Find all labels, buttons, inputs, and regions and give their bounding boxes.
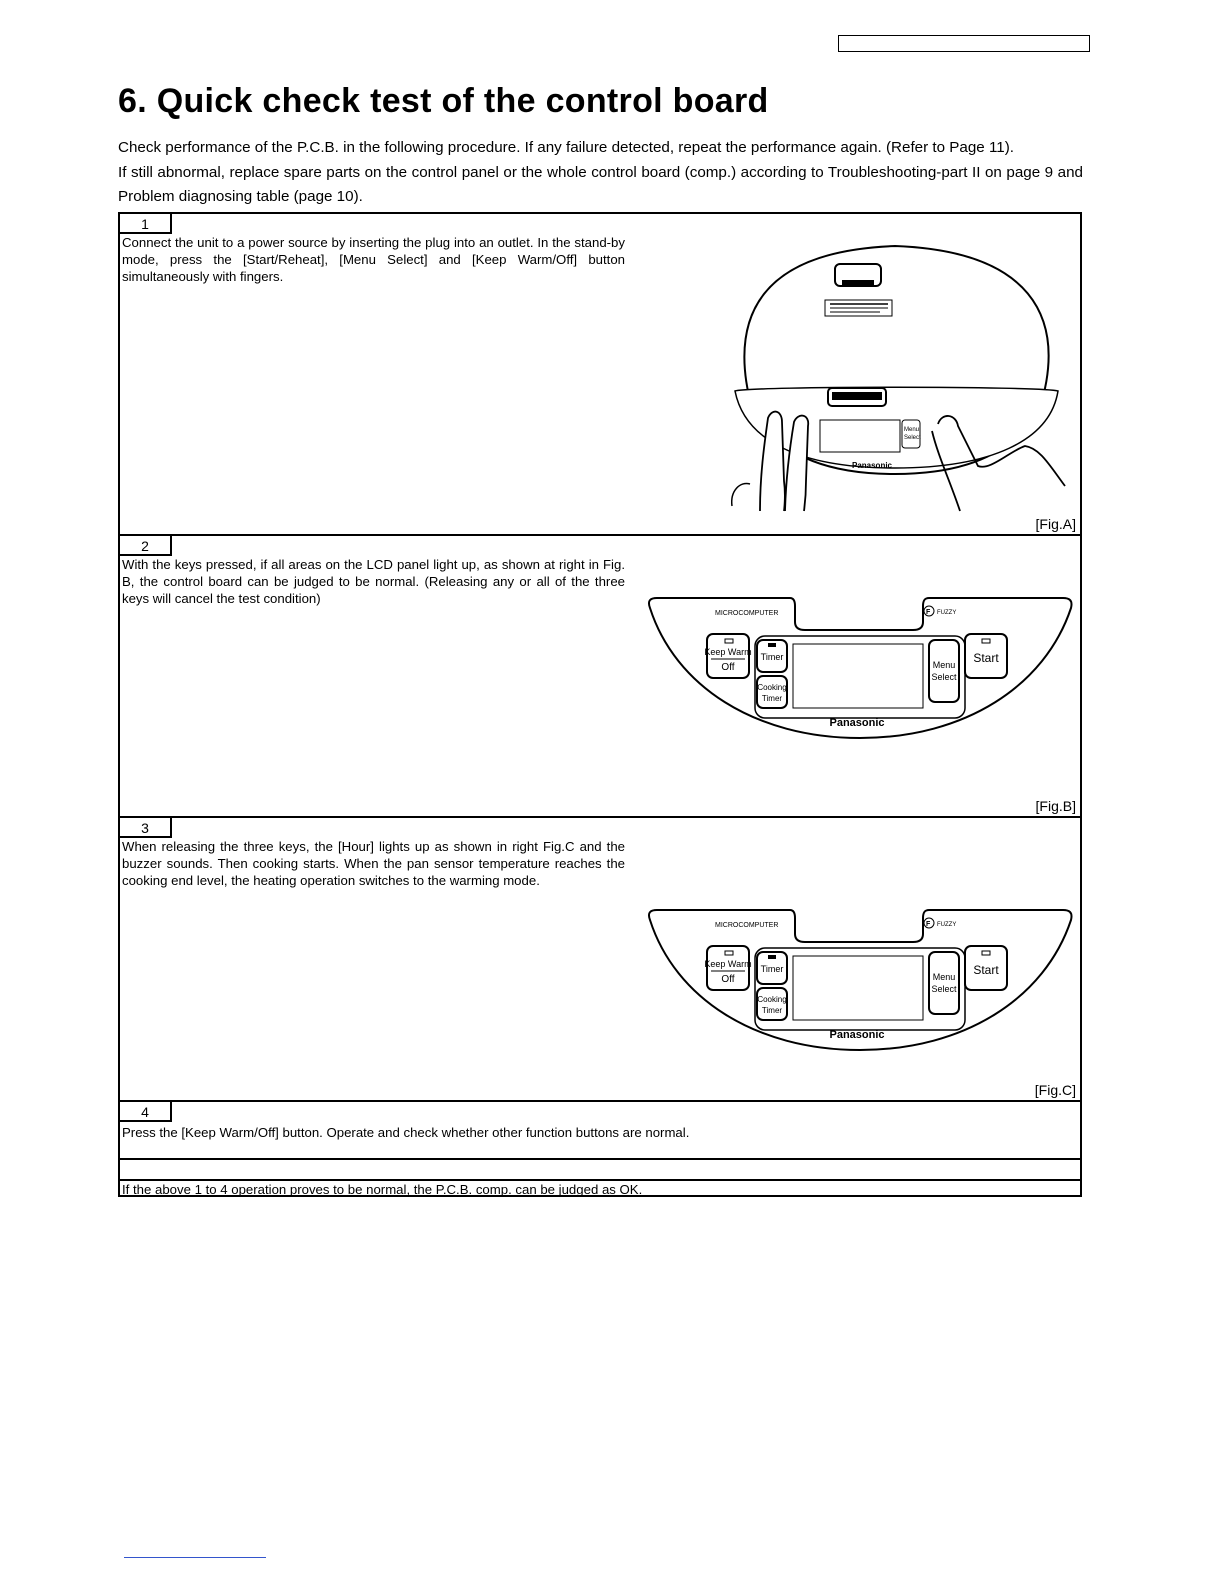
cooker-brand: Panasonic xyxy=(851,461,893,470)
menu-label: Menu xyxy=(932,660,956,670)
microcomputer-label: MICROCOMPUTER xyxy=(715,922,779,929)
panel-brand: Panasonic xyxy=(829,1029,885,1041)
step-number: 3 xyxy=(120,818,172,838)
figure-label: [Fig.B] xyxy=(1035,798,1076,814)
cooking-timer-label: Timer xyxy=(761,1006,783,1015)
off-label: Off xyxy=(721,974,735,985)
fuzzy-label: FUZZY xyxy=(937,610,957,616)
panel-brand: Panasonic xyxy=(829,717,885,729)
cooking-timer-label: Timer xyxy=(761,694,783,703)
step-text: When releasing the three keys, the [Hour] lights up as shown in right Fig.C and the buzzer sounds. Then cooking starts. When the pan sensor temperature reaches the cooking end level, the heating operation switches to the warming mode. xyxy=(122,839,625,888)
cooking-label: Cooking xyxy=(757,683,787,692)
step-1 xyxy=(120,214,1080,536)
timer-label: Timer xyxy=(760,964,784,974)
header-box xyxy=(838,35,1090,52)
intro-text xyxy=(118,136,1083,209)
step-number: 1 xyxy=(120,214,172,234)
cooking-timer-button xyxy=(757,988,787,1020)
cooking-label: Cooking xyxy=(757,995,787,1004)
timer-label: Timer xyxy=(760,652,784,662)
step-number: 2 xyxy=(120,536,172,556)
menu-label: Menu xyxy=(932,972,956,982)
microcomputer-label: MICROCOMPUTER xyxy=(715,610,779,617)
footer-note: If the above 1 to 4 operation proves to be normal, the P.C.B. comp. can be judged as OK. xyxy=(122,1182,643,1197)
keep-warm-label: Keep Warm xyxy=(704,959,752,969)
menu-select-button xyxy=(929,952,959,1014)
rice-cooker-illustration xyxy=(720,226,1070,516)
step-text: With the keys pressed, if all areas on the LCD panel light up, as shown at right in Fig. B, the control board can be judged to be normal. (Releasing any or all of the three keys will cancel the test condition) xyxy=(122,557,625,606)
select-label: Select xyxy=(931,984,957,994)
intro-line-1: Check performance of the P.C.B. in the following procedure. If any failure detected, repeat the performance again. (Refer to Page 11). xyxy=(118,139,1015,156)
svg-text:Select: Select xyxy=(904,435,921,441)
fuzzy-label: FUZZY xyxy=(937,922,957,928)
step-3 xyxy=(120,818,1080,1102)
procedure-table xyxy=(118,212,1082,1197)
figure-label: [Fig.C] xyxy=(1034,1082,1076,1098)
start-label: Start xyxy=(973,963,999,977)
spacer-row xyxy=(120,1160,1080,1181)
off-label: Off xyxy=(721,662,735,673)
select-label: Select xyxy=(931,672,957,682)
step-number: 4 xyxy=(120,1102,172,1122)
control-panel-fig-b xyxy=(645,596,1075,746)
svg-text:Menu: Menu xyxy=(904,427,920,433)
page-title: 6. Quick check test of the control board xyxy=(118,82,769,120)
intro-line-2: If still abnormal, replace spare parts on the control panel or the whole control board (comp.) according to Troubleshooting-part II on page 9 and Problem diagnosing table (page 10). xyxy=(118,164,1083,205)
footer-line xyxy=(124,1557,266,1558)
start-label: Start xyxy=(973,651,999,665)
step-text: Press the [Keep Warm/Off] button. Operate and check whether other function buttons are normal. xyxy=(122,1125,690,1140)
fuzzy-logo: F xyxy=(926,921,931,928)
cooking-timer-button xyxy=(757,676,787,708)
menu-select-button xyxy=(929,640,959,702)
step-2 xyxy=(120,536,1080,818)
fuzzy-logo: F xyxy=(926,609,931,616)
control-panel-fig-c xyxy=(645,908,1075,1058)
step-text: Connect the unit to a power source by inserting the plug into an outlet. In the stand-by mode, press the [Start/Reheat], [Menu Select] and [Keep Warm/Off] button simultaneously with fingers. xyxy=(122,235,625,284)
keep-warm-label: Keep Warm xyxy=(704,647,752,657)
figure-label: [Fig.A] xyxy=(1035,516,1076,532)
step-4 xyxy=(120,1102,1080,1160)
